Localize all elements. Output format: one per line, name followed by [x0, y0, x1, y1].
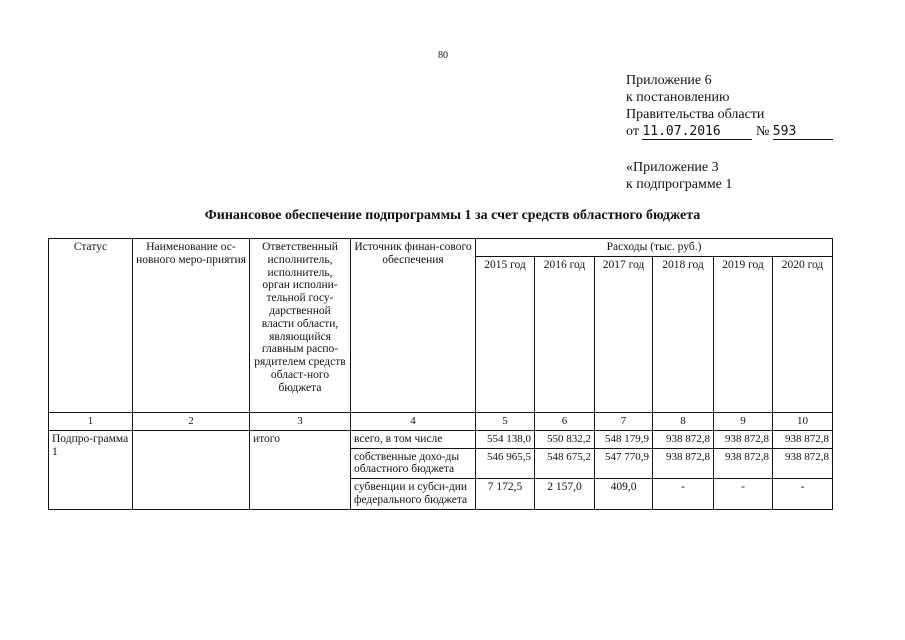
value-cell: 938 872,8	[653, 448, 714, 479]
header-year: 2015 год	[476, 257, 535, 413]
header-source: Источник финан-сового обеспечения	[351, 239, 476, 413]
index-cell: 5	[476, 413, 535, 431]
header-year: 2017 год	[595, 257, 653, 413]
header-expenses: Расходы (тыс. руб.)	[476, 239, 833, 257]
appendix-block	[626, 72, 833, 140]
header-year: 2016 год	[535, 257, 595, 413]
table-header-row	[49, 239, 833, 257]
value-cell: 938 872,8	[714, 430, 773, 448]
document-title: Финансовое обеспечение подпрограммы 1 за счет средств областного бюджета	[204, 208, 701, 223]
index-cell: 1	[49, 413, 133, 431]
index-cell: 2	[133, 413, 250, 431]
decree-date: 11.07.2016	[642, 125, 752, 140]
header-status: Статус	[49, 239, 133, 413]
executor-cell: итого	[250, 430, 351, 509]
decree-number: 593	[773, 125, 833, 140]
index-cell: 8	[653, 413, 714, 431]
value-cell: 938 872,8	[714, 448, 773, 479]
appendix-date-line	[626, 123, 833, 140]
value-cell: 550 832,2	[535, 430, 595, 448]
source-cell: субвенции и субси-дии федерального бюджета	[351, 479, 476, 510]
table-index-row	[49, 413, 833, 431]
table-row	[49, 430, 833, 448]
value-cell: 548 179,9	[595, 430, 653, 448]
value-cell: 2 157,0	[535, 479, 595, 510]
index-cell: 3	[250, 413, 351, 431]
financing-table	[48, 238, 833, 510]
value-cell: -	[773, 479, 833, 510]
header-year: 2019 год	[714, 257, 773, 413]
value-cell: 546 965,5	[476, 448, 535, 479]
index-cell: 7	[595, 413, 653, 431]
index-cell: 4	[351, 413, 476, 431]
number-prefix: №	[755, 124, 770, 139]
value-cell: 548 675,2	[535, 448, 595, 479]
index-cell: 6	[535, 413, 595, 431]
source-cell: всего, в том числе	[351, 430, 476, 448]
value-cell: 938 872,8	[773, 430, 833, 448]
source-cell: собственные дохо-ды областного бюджета	[351, 448, 476, 479]
header-year: 2020 год	[773, 257, 833, 413]
appendix-line-2: к постановлению	[626, 90, 730, 105]
value-cell: 554 138,0	[476, 430, 535, 448]
header-name: Наименование ос-новного меро-приятия	[133, 239, 250, 413]
index-cell: 10	[773, 413, 833, 431]
appendix-title: Приложение 6	[626, 73, 712, 88]
activity-name-cell	[133, 430, 250, 509]
value-cell: 7 172,5	[476, 479, 535, 510]
appendix-line-3: Правительства области	[626, 107, 765, 122]
sub-appendix-line-2: к подпрограмме 1	[626, 177, 733, 192]
header-executor: Ответственный исполнитель, исполнитель, орган исполни-тельной госу-дарственной власти области, являющийся главным распо-рядителем средств област-ного бюджета	[250, 239, 351, 413]
value-cell: 547 770,9	[595, 448, 653, 479]
sub-appendix-block	[626, 159, 732, 193]
value-cell: 409,0	[595, 479, 653, 510]
value-cell: 938 872,8	[773, 448, 833, 479]
date-prefix: от	[626, 124, 639, 139]
page-number: 80	[438, 50, 448, 61]
header-year: 2018 год	[653, 257, 714, 413]
status-cell: Подпро-грамма 1	[49, 430, 133, 509]
sub-appendix-title: «Приложение 3	[626, 160, 719, 175]
value-cell: -	[714, 479, 773, 510]
index-cell: 9	[714, 413, 773, 431]
value-cell: -	[653, 479, 714, 510]
value-cell: 938 872,8	[653, 430, 714, 448]
